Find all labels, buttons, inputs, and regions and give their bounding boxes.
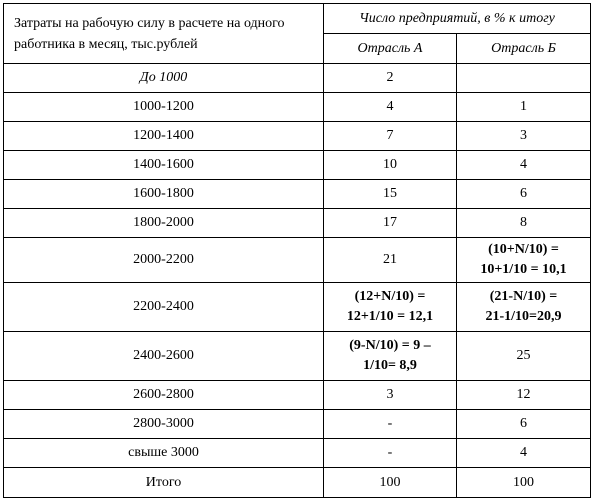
value-cell-a: 3 (324, 381, 457, 410)
range-cell: 1200-1400 (4, 122, 324, 151)
formula-line: (12+N/10) = (354, 289, 426, 304)
formula-cell-a (324, 283, 457, 332)
range-cell: До 1000 (4, 64, 324, 93)
table-row (4, 332, 591, 381)
formula-cell-a (324, 332, 457, 381)
table-row (4, 93, 591, 122)
range-cell: 2000-2200 (4, 238, 324, 283)
table-row (4, 122, 591, 151)
formula-line: 1/10= 8,9 (363, 358, 417, 373)
value-cell-a: 2 (324, 64, 457, 93)
distribution-table-container (3, 3, 591, 498)
value-cell-a: - (324, 410, 457, 439)
corner-header: Затраты на рабочую силу в расчете на одного работника в месяц, тыс.рублей (4, 4, 324, 64)
table-row (4, 238, 591, 283)
table-row (4, 151, 591, 180)
range-cell: 1000-1200 (4, 93, 324, 122)
value-cell-b: 6 (457, 410, 591, 439)
value-cell-b: 1 (457, 93, 591, 122)
value-cell-a: 4 (324, 93, 457, 122)
value-cell-b: 4 (457, 151, 591, 180)
table-row (4, 283, 591, 332)
value-cell-b: 4 (457, 439, 591, 468)
value-cell-a: 7 (324, 122, 457, 151)
formula-line: (9-N/10) = 9 – (349, 338, 431, 353)
table-row (4, 439, 591, 468)
distribution-table (3, 3, 591, 498)
total-value-b: 100 (457, 468, 591, 498)
group-header: Число предприятий, в % к итогу (324, 4, 591, 34)
value-cell-a: 17 (324, 209, 457, 238)
formula-line: (10+N/10) = (488, 242, 559, 257)
formula-cell-b (457, 283, 591, 332)
value-cell-a: 10 (324, 151, 457, 180)
value-cell-a: 21 (324, 238, 457, 283)
total-label: Итого (4, 468, 324, 498)
formula-line: 12+1/10 = 12,1 (346, 309, 434, 324)
formula-line: 10+1/10 = 10,1 (480, 262, 567, 277)
value-cell-b: 8 (457, 209, 591, 238)
range-cell: 1800-2000 (4, 209, 324, 238)
range-cell: свыше 3000 (4, 439, 324, 468)
table-row (4, 64, 591, 93)
value-cell-b: 3 (457, 122, 591, 151)
formula-line: (21-N/10) = (489, 289, 558, 304)
range-cell: 2600-2800 (4, 381, 324, 410)
value-cell-a: 15 (324, 180, 457, 209)
table-row (4, 180, 591, 209)
formula-cell-b (457, 238, 591, 283)
value-cell-b: 25 (457, 332, 591, 381)
range-cell: 1400-1600 (4, 151, 324, 180)
table-row (4, 209, 591, 238)
total-value-a: 100 (324, 468, 457, 498)
value-cell-a: - (324, 439, 457, 468)
column-header-industry-a: Отрасль А (324, 34, 457, 64)
formula-line: 21-1/10=20,9 (485, 309, 562, 324)
table-row (4, 381, 591, 410)
value-cell-b: 12 (457, 381, 591, 410)
range-cell: 2400-2600 (4, 332, 324, 381)
column-header-industry-b: Отрасль Б (457, 34, 591, 64)
range-cell: 2200-2400 (4, 283, 324, 332)
value-cell-b: 6 (457, 180, 591, 209)
total-row (4, 468, 591, 498)
table-row (4, 410, 591, 439)
value-cell-b (457, 64, 591, 93)
range-cell: 2800-3000 (4, 410, 324, 439)
range-cell: 1600-1800 (4, 180, 324, 209)
